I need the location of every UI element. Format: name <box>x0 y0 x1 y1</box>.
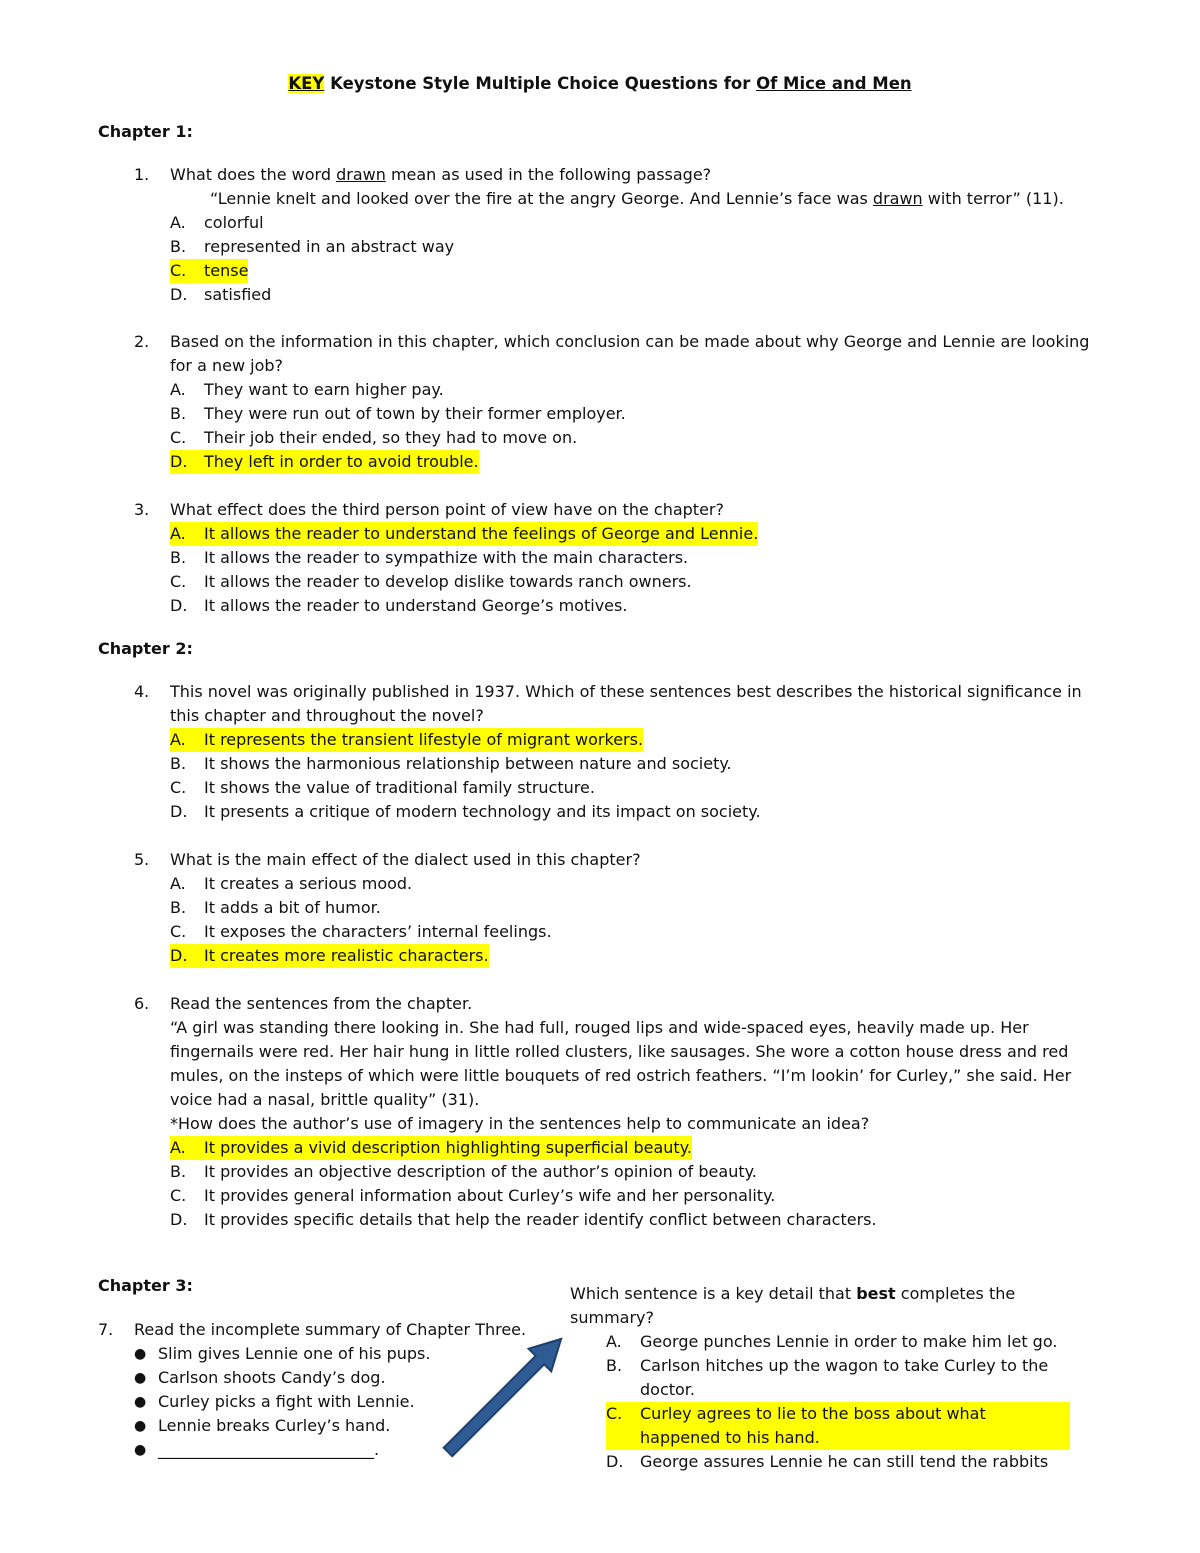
answer-option-correct: C. tense <box>170 259 1094 283</box>
answer-option: B. They were run out of town by their former employer. <box>170 404 626 423</box>
question-quote: “Lennie knelt and looked over the fire at the angry George. And Lennie’s face was drawn with terror” (11). <box>210 189 1064 208</box>
question-text: This novel was originally published in 1937. Which of these sentences best describes the historical significance in this chapter and throughout the novel? <box>170 682 1082 725</box>
answer-option: B. It provides an objective description of the author’s opinion of beauty. <box>170 1162 757 1181</box>
question-text: Read the sentences from the chapter. <box>170 994 473 1013</box>
answer-option: D. It provides specific details that help the reader identify conflict between characters. <box>170 1210 877 1229</box>
question-text: Based on the information in this chapter, which conclusion can be made about why George and Lennie are looking for a new job? <box>170 332 1090 375</box>
list-item: ● Slim gives Lennie one of his pups. <box>134 1342 538 1366</box>
answer-option: B. represented in an abstract way <box>170 237 455 256</box>
bullet-dot-icon: ● <box>134 1346 147 1362</box>
answer-option: C. It exposes the characters’ internal feelings. <box>170 922 552 941</box>
answer-option: D. It allows the reader to understand George’s motives. <box>170 596 628 615</box>
bullet-dot-icon: ● <box>134 1370 147 1386</box>
answer-option: B. It allows the reader to sympathize with the main characters. <box>170 548 689 567</box>
question-5 <box>134 848 1094 968</box>
question-number: 5. <box>134 850 150 869</box>
question-text: What does the word drawn mean as used in the following passage? <box>170 165 712 184</box>
question-2 <box>134 330 1094 474</box>
title-middle: Keystone Style Multiple Choice Questions for <box>324 74 757 93</box>
list-item: ● Curley picks a fight with Lennie. <box>134 1390 538 1414</box>
question-number: 1. <box>134 165 150 184</box>
chapter-2-heading: Chapter 2: <box>98 639 193 658</box>
list-item-blank: ● ___________________________. <box>134 1438 538 1462</box>
bullet-dot-icon: ● <box>134 1418 147 1434</box>
answer-option: A. It creates a serious mood. <box>170 874 413 893</box>
answer-option: B. Carlson hitches up the wagon to take Curley to the doctor. <box>606 1356 1049 1399</box>
answer-option-correct: A. It allows the reader to understand the feelings of George and Lennie. <box>170 522 1094 546</box>
question-1 <box>134 163 1094 307</box>
answer-option: A. colorful <box>170 213 264 232</box>
question-6 <box>134 992 1094 1232</box>
question-text: Which sentence is a key detail that best completes the summary? <box>570 1284 1016 1327</box>
list-item: ● Lennie breaks Curley’s hand. <box>134 1414 538 1438</box>
answer-option: C. Their job their ended, so they had to move on. <box>170 428 578 447</box>
question-passage: “A girl was standing there looking in. She had full, rouged lips and wide-spaced eyes, heavily made up. Her fingernails were red. Her hair hung in little rolled clusters, like sausages. She wore a cotton house dress and red mules, on the insteps of which were little bouquets of red ostrich feathers. “I’m lookin’ for Curley,” she said. Her voice had a nasal, brittle quality” (31). <box>170 1018 1072 1109</box>
question-7-options <box>570 1282 1070 1474</box>
page-title <box>0 72 1200 96</box>
answer-option: B. It shows the harmonious relationship between nature and society. <box>170 754 732 773</box>
answer-option: A. They want to earn higher pay. <box>170 380 444 399</box>
question-text: What is the main effect of the dialect used in this chapter? <box>170 850 641 869</box>
question-prompt: *How does the author’s use of imagery in the sentences help to communicate an idea? <box>170 1114 870 1133</box>
question-4 <box>134 680 1094 824</box>
answer-option-correct: D. They left in order to avoid trouble. <box>170 450 1094 474</box>
question-number: 6. <box>134 994 150 1013</box>
answer-option: A. George punches Lennie in order to make him let go. <box>606 1332 1058 1351</box>
answer-option: D. satisfied <box>170 285 272 304</box>
answer-option: D. George assures Lennie he can still tend the rabbits <box>606 1452 1049 1471</box>
question-3 <box>134 498 1094 618</box>
answer-option: C. It shows the value of traditional family structure. <box>170 778 595 797</box>
answer-option: B. It adds a bit of humor. <box>170 898 381 917</box>
answer-option-correct: A. It represents the transient lifestyle of migrant workers. <box>170 728 1094 752</box>
question-number: 2. <box>134 332 150 351</box>
answer-option: C. It allows the reader to develop dislike towards ranch owners. <box>170 572 692 591</box>
bullet-dot-icon: ● <box>134 1442 147 1458</box>
answer-option-correct: D. It creates more realistic characters. <box>170 944 1094 968</box>
chapter-1-heading: Chapter 1: <box>98 122 193 141</box>
chapter-3-heading: Chapter 3: <box>98 1276 193 1295</box>
list-item: ● Carlson shoots Candy’s dog. <box>134 1366 538 1390</box>
question-text: Read the incomplete summary of Chapter Three. <box>134 1320 527 1339</box>
bullet-dot-icon: ● <box>134 1394 147 1410</box>
question-number: 7. <box>98 1320 114 1339</box>
diagonal-arrow-icon <box>430 1330 570 1470</box>
title-key: KEY <box>288 74 325 93</box>
title-book: Of Mice and Men <box>756 74 912 93</box>
answer-option-correct: A. It provides a vivid description highlighting superficial beauty. <box>170 1136 1094 1160</box>
answer-option: C. It provides general information about Curley’s wife and her personality. <box>170 1186 776 1205</box>
answer-option: D. It presents a critique of modern technology and its impact on society. <box>170 802 761 821</box>
question-text: What effect does the third person point of view have on the chapter? <box>170 500 724 519</box>
answer-option-correct: C. Curley agrees to lie to the boss about what happened to his hand. <box>606 1402 1070 1450</box>
question-number: 3. <box>134 500 150 519</box>
question-number: 4. <box>134 682 150 701</box>
